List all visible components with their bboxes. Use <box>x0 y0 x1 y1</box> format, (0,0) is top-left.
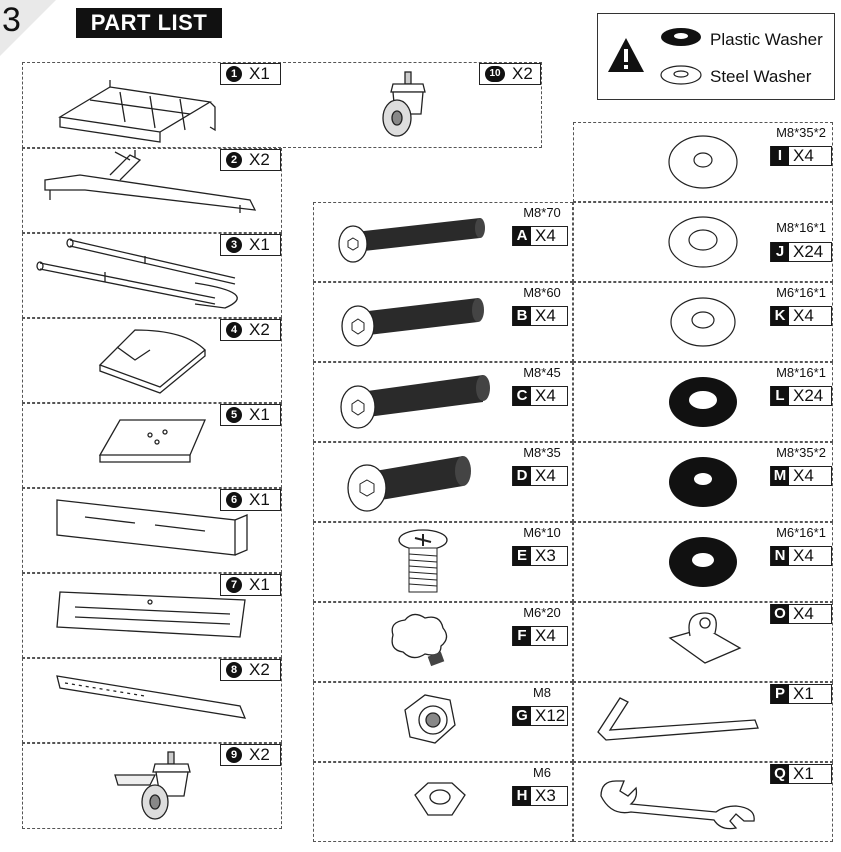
washer-tag <box>770 386 832 406</box>
part-letter: G <box>513 706 531 726</box>
screw-tag <box>512 226 568 246</box>
screw-code: M8*35 <box>523 445 561 460</box>
part-letter: D <box>513 466 531 486</box>
plastic-washer-n-icon <box>665 532 745 592</box>
part-letter: B <box>513 306 531 326</box>
screw-tag <box>512 706 568 726</box>
tool-tag-p <box>770 684 832 704</box>
part-letter: K <box>771 306 789 326</box>
screw-code: M6*10 <box>523 525 561 540</box>
part-qty: X1 <box>793 764 814 783</box>
nut-h-icon <box>410 775 470 825</box>
wrench-icon <box>596 776 761 831</box>
washer-tag <box>770 306 832 326</box>
part-qty: X2 <box>249 320 270 339</box>
part-letter: P <box>771 684 789 704</box>
part-tag-9 <box>220 744 281 766</box>
part-letter: F <box>513 626 531 646</box>
part-letter: E <box>513 546 531 566</box>
part-qty: X4 <box>793 546 814 565</box>
part-number: 3 <box>226 237 242 253</box>
part-letter: J <box>771 242 789 262</box>
part-qty: X2 <box>512 64 533 83</box>
part-number: 9 <box>226 747 242 763</box>
washer-tag <box>770 242 832 262</box>
part-qty: X1 <box>249 405 270 424</box>
plastic-washer-label: Plastic Washer <box>710 30 823 49</box>
part-number: 1 <box>226 66 242 82</box>
washer-code: M6*16*1 <box>776 285 826 300</box>
plastic-washer-icon <box>658 26 704 48</box>
washer-tag <box>770 546 832 566</box>
caster-brake-icon <box>110 750 220 825</box>
caster-icon <box>375 70 445 140</box>
part-qty: X1 <box>249 235 270 254</box>
washer-code: M8*35*2 <box>776 445 826 460</box>
warning-icon <box>606 36 646 76</box>
mount-plate-icon <box>55 582 255 652</box>
tray-icon <box>95 325 215 395</box>
part-letter: N <box>771 546 789 566</box>
part-letter: C <box>513 386 531 406</box>
part-qty: X24 <box>793 386 824 405</box>
part-qty: X3 <box>535 546 556 565</box>
leg-frame-icon <box>40 155 270 225</box>
part-number: 6 <box>226 492 242 508</box>
part-letter: O <box>771 604 789 624</box>
frame-base-icon <box>50 72 250 142</box>
screw-tag <box>512 546 568 566</box>
part-qty: X2 <box>249 745 270 764</box>
part-tag-5 <box>220 404 281 426</box>
bolt-c-icon <box>338 370 488 430</box>
screw-tag <box>512 306 568 326</box>
shelf-icon <box>95 410 215 480</box>
part-qty: X1 <box>249 64 270 83</box>
part-qty: X1 <box>793 684 814 703</box>
tube-frame-icon <box>35 238 265 308</box>
part-qty: X3 <box>535 786 556 805</box>
steel-washer-label: Steel Washer <box>710 67 812 86</box>
washer-code: M8*16*1 <box>776 220 826 235</box>
part-number: 8 <box>226 662 242 678</box>
part-qty: X24 <box>793 242 824 261</box>
part-qty: X12 <box>535 706 566 725</box>
part-letter: Q <box>771 764 789 784</box>
steel-washer-icon <box>658 64 704 86</box>
knob-screw-f-icon <box>385 610 455 670</box>
washer-tag <box>770 146 832 166</box>
washer-code: M8*16*1 <box>776 365 826 380</box>
part-qty: X1 <box>249 490 270 509</box>
part-number: 5 <box>226 407 242 423</box>
part-letter: M <box>771 466 789 486</box>
tool-tag-q <box>770 764 832 784</box>
washer-legend <box>597 13 835 100</box>
part-tag-10 <box>479 63 541 85</box>
lock-nut-g-icon <box>395 685 465 755</box>
screw-tag <box>512 386 568 406</box>
steel-washer-i-icon <box>665 132 745 192</box>
part-qty: X2 <box>249 660 270 679</box>
arm-bar-icon <box>55 668 255 738</box>
screw-e-icon <box>395 528 455 598</box>
part-qty: X4 <box>793 146 814 165</box>
screw-code: M8*45 <box>523 365 561 380</box>
part-qty: X4 <box>535 306 556 325</box>
part-qty: X4 <box>793 306 814 325</box>
part-letter: A <box>513 226 531 246</box>
steel-washer-k-icon <box>665 292 745 352</box>
plastic-washer-l-icon <box>665 372 745 432</box>
part-number: 7 <box>226 577 242 593</box>
part-qty: X4 <box>793 466 814 485</box>
part-qty: X2 <box>249 150 270 169</box>
screw-tag <box>512 626 568 646</box>
part-number: 4 <box>226 322 242 338</box>
screw-code: M8*70 <box>523 205 561 220</box>
part-qty: X4 <box>535 226 556 245</box>
bolt-a-icon <box>335 210 485 270</box>
screw-code: M6*20 <box>523 605 561 620</box>
cable-clip-icon <box>665 608 745 673</box>
hex-key-icon <box>590 690 765 745</box>
bolt-d-icon <box>345 448 495 513</box>
step-number: 3 <box>2 1 21 39</box>
washer-tag <box>770 466 832 486</box>
step-badge <box>0 0 46 46</box>
part-qty: X1 <box>249 575 270 594</box>
screw-tag <box>512 466 568 486</box>
bolt-b-icon <box>338 290 488 350</box>
screw-code: M8 <box>532 685 552 700</box>
plastic-washer-m-icon <box>665 452 745 512</box>
tool-tag-o <box>770 604 832 624</box>
screw-code: M8*60 <box>523 285 561 300</box>
part-number: 10 <box>485 66 505 82</box>
part-qty: X4 <box>535 466 556 485</box>
bracket-bar-icon <box>55 495 255 565</box>
part-letter: H <box>513 786 531 806</box>
screw-tag <box>512 786 568 806</box>
part-letter: L <box>771 386 789 406</box>
part-tag-4 <box>220 319 281 341</box>
part-letter: I <box>771 146 789 166</box>
part-qty: X4 <box>535 386 556 405</box>
screw-code: M6 <box>532 765 552 780</box>
steel-washer-j-icon <box>665 212 745 272</box>
part-qty: X4 <box>793 604 814 623</box>
washer-code: M8*35*2 <box>776 125 826 140</box>
part-number: 2 <box>226 152 242 168</box>
page-title: PART LIST <box>76 8 222 38</box>
washer-code: M6*16*1 <box>776 525 826 540</box>
part-qty: X4 <box>535 626 556 645</box>
